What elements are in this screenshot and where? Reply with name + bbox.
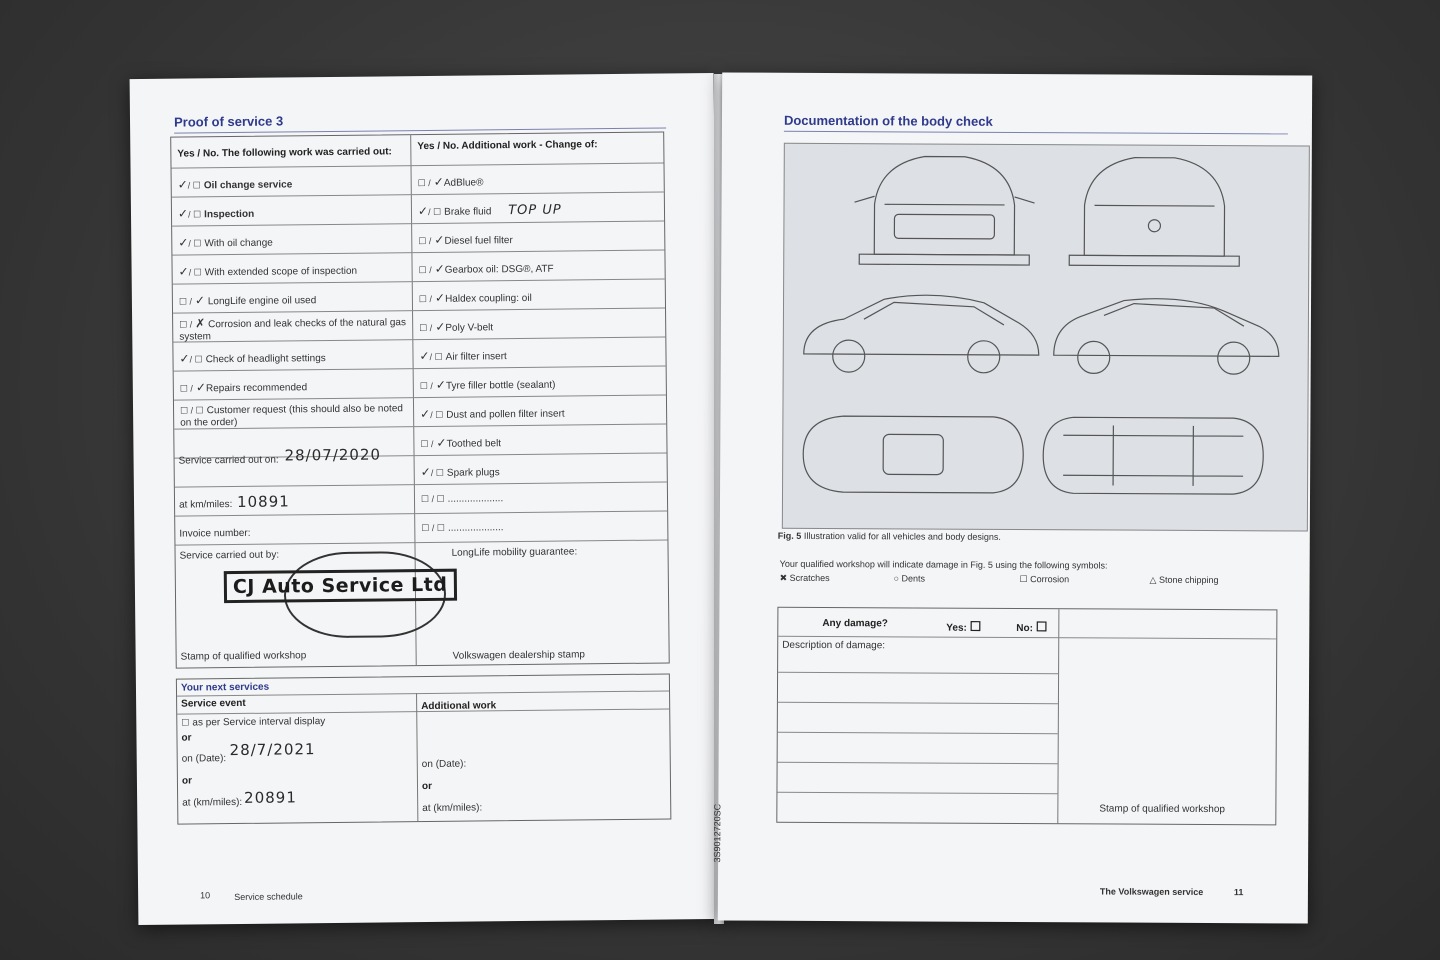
any-damage-label: Any damage? — [822, 617, 888, 630]
right-page — [712, 72, 1312, 923]
list-item: ☐ / ✓AdBlue® — [417, 174, 484, 189]
workshop-stamp: CJ Auto Service Ltd — [224, 569, 457, 603]
service-date-label: Service carried out on: — [178, 454, 279, 467]
list-item: ✓/ ☐ Air filter insert — [419, 348, 507, 364]
list-item: ☐ / ✓Toothed belt — [420, 435, 502, 450]
symbol-corrosion: ☐ Corrosion — [1019, 574, 1070, 585]
next-km-label: at (km/miles): — [182, 796, 243, 809]
proof-of-service-title: Proof of service 3 — [173, 113, 284, 130]
dealership-stamp-label: Volkswagen dealership stamp — [452, 649, 586, 662]
next-services-grid — [176, 673, 672, 824]
service-event-label: Service event — [181, 697, 246, 710]
no-label: No: ☐ — [1016, 619, 1048, 635]
workshop-note: Your qualified workshop will indicate damage in Fig. 5 using the following symbols: — [779, 558, 1108, 571]
list-item: ☐ / ✓Tyre filler bottle (sealant) — [419, 377, 556, 392]
list-item: ✓/ ☐ Spark plugs — [420, 464, 500, 480]
service-grid — [170, 131, 670, 668]
or-label-2: or — [181, 775, 192, 787]
list-item: ☐ / ✓Repairs recommended — [179, 380, 308, 395]
brake-fluid-note: TOP UP — [508, 202, 562, 219]
left-page-number: 10 — [200, 890, 211, 901]
list-item: ☐ / ☐ Customer request (this should also be noted on the order) — [180, 403, 403, 429]
body-check-title: Documentation of the body check — [783, 112, 993, 129]
yes-label: Yes: ☐ — [946, 618, 982, 634]
list-item: ✓/ ☐ With oil change — [178, 235, 273, 250]
next-km-value: 20891 — [244, 788, 297, 807]
list-item: ☐ / ✗ Corrosion and leak checks of the natural gas system — [179, 316, 407, 343]
list-item: ☐ / ✓Gearbox oil: DSG®, ATF — [418, 261, 554, 276]
additional-work-label: Additional work — [421, 700, 497, 713]
left-column-header: Yes / No. The following work was carried out: — [177, 146, 392, 160]
list-item: ✓/ ☐ With extended scope of inspection — [178, 264, 358, 279]
list-item: ☐ / ✓Diesel fuel filter — [418, 232, 513, 247]
symbol-dents: ○ Dents — [893, 573, 926, 584]
symbol-stone-chipping: △ Stone chipping — [1149, 574, 1219, 586]
list-item: ☐ / ✓Poly V-belt — [419, 319, 494, 334]
side-code: 3S9012720SC — [712, 803, 723, 863]
mobility-guarantee-label: LongLife mobility guarantee: — [451, 546, 578, 559]
right-next-date-label: on (Date): — [421, 758, 467, 771]
stamp-workshop-label: Stamp of qualified workshop — [180, 650, 307, 663]
list-item: ✓/ ☐ Oil change service — [177, 177, 293, 192]
list-item: ☐ / ☐ .................... — [420, 493, 504, 505]
service-date-value: 28/07/2020 — [284, 445, 382, 465]
or-label-1: or — [181, 732, 192, 744]
next-date-label: on (Date): — [181, 753, 227, 765]
description-label: Description of damage: — [782, 639, 886, 652]
damage-stamp-label: Stamp of qualified workshop — [1099, 803, 1226, 816]
list-item: ✓/ ☐ Check of headlight settings — [179, 351, 326, 366]
left-footer-text: Service schedule — [234, 891, 303, 903]
car-diagram-svg — [783, 144, 1309, 531]
invoice-label: Invoice number: — [179, 527, 251, 540]
next-date-value: 28/7/2021 — [229, 740, 316, 760]
right-column-header: Yes / No. Additional work - Change of: — [417, 139, 598, 153]
carried-out-by-label: Service carried out by: — [179, 549, 280, 562]
list-item: ✓/ ☐ Inspection — [177, 206, 255, 221]
km-value: 10891 — [236, 492, 290, 511]
list-item: ✓/ ☐ Brake fluid TOP UP — [417, 202, 562, 219]
symbol-scratches: ✖ Scratches — [779, 572, 830, 584]
list-item: ☐ / ✓Haldex coupling: oil — [418, 290, 532, 305]
next-services-title: Your next services — [180, 681, 270, 694]
body-diagram — [782, 143, 1310, 532]
list-item: ☐ / ✓ LongLife engine oil used — [178, 293, 317, 308]
left-page — [130, 73, 723, 925]
or-label-3: or — [421, 780, 433, 793]
right-page-number: 11 — [1233, 887, 1244, 898]
km-label: at km/miles: — [178, 499, 233, 511]
list-item: ☐ / ☐ .................... — [421, 522, 504, 534]
damage-table — [776, 607, 1277, 826]
right-footer-text: The Volkswagen service — [1099, 886, 1204, 897]
list-item: ✓/ ☐ Dust and pollen filter insert — [420, 406, 565, 422]
figure-caption: Fig. 5 Illustration valid for all vehicles and body designs. — [777, 530, 1001, 542]
right-next-km-label: at (km/miles): — [422, 802, 483, 815]
interval-display-option: ☐ as per Service interval display — [181, 716, 326, 729]
